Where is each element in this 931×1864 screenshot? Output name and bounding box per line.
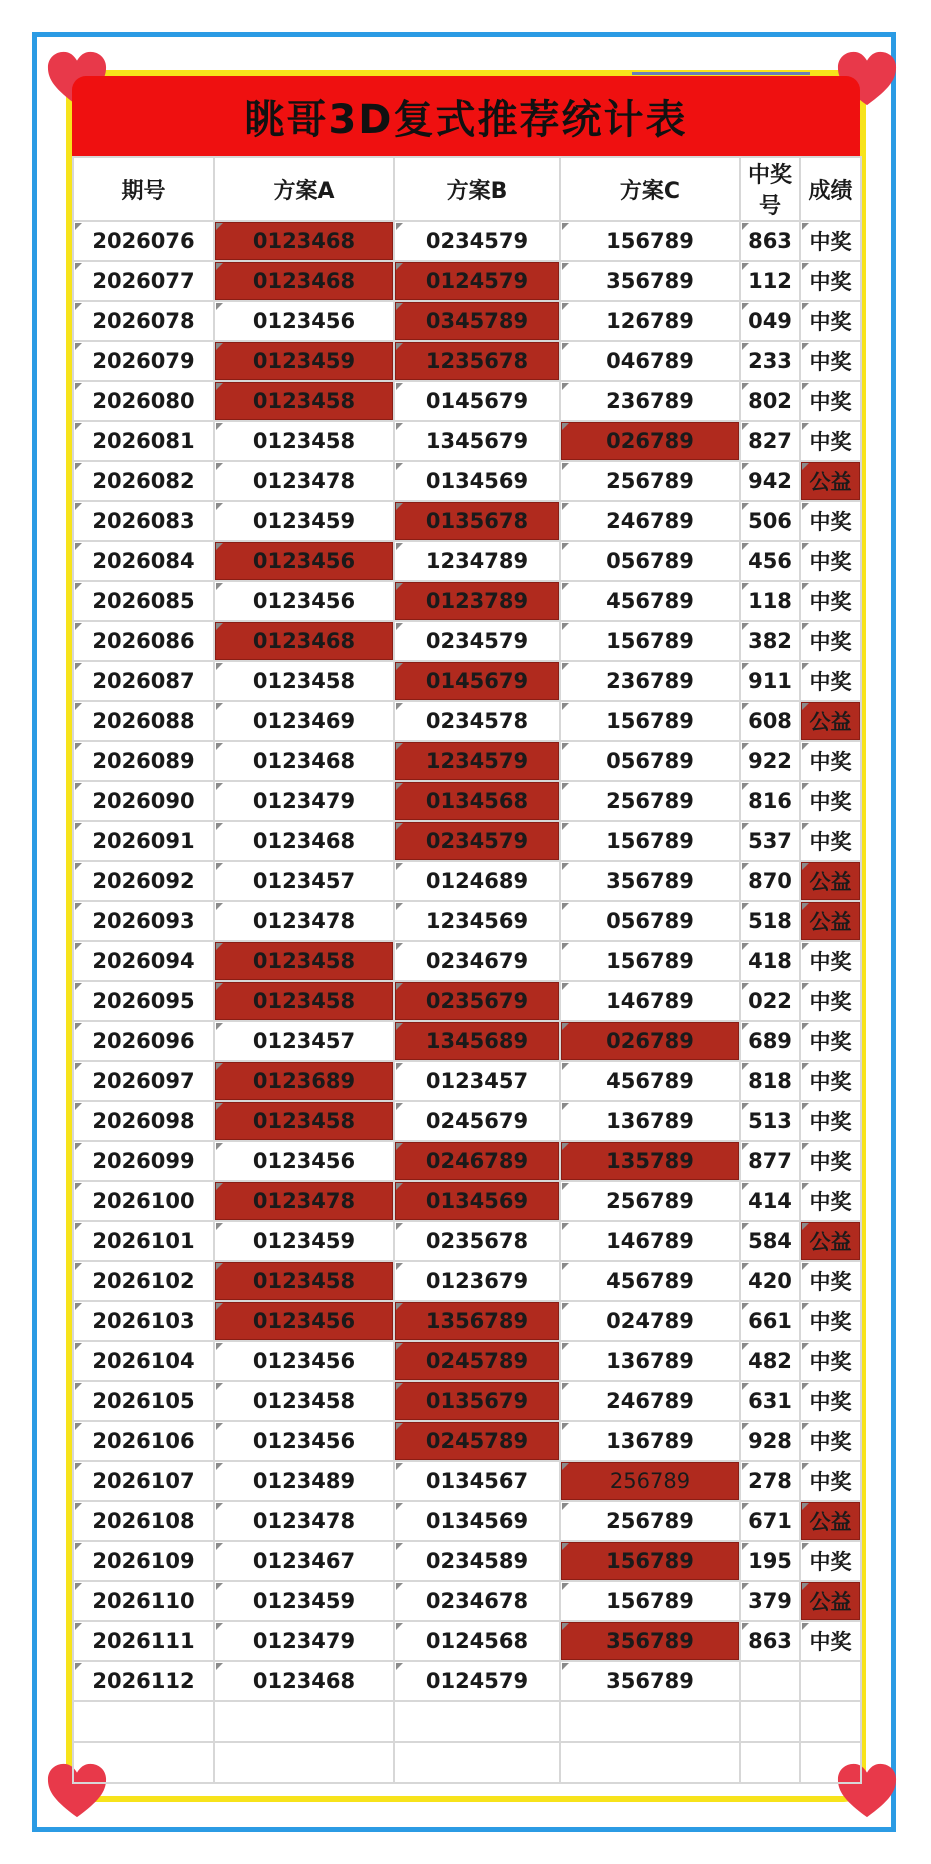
- plan-b-cell: 0234579: [394, 221, 560, 261]
- plan-a-cell: 0123689: [214, 1061, 394, 1101]
- winning-number-cell: 379: [740, 1581, 800, 1621]
- result-cell: 中奖: [800, 941, 861, 981]
- plan-a-cell: 0123478: [214, 1181, 394, 1221]
- plan-c-cell: 456789: [560, 1061, 740, 1101]
- plan-b-cell: 1356789: [394, 1301, 560, 1341]
- plan-c-cell: 056789: [560, 901, 740, 941]
- plan-a-cell: 0123459: [214, 1581, 394, 1621]
- period-cell: 2026106: [73, 1421, 214, 1461]
- table-row: [73, 621, 861, 661]
- winning-number-cell: 689: [740, 1021, 800, 1061]
- table-row: [73, 1661, 861, 1701]
- result-cell: 中奖: [800, 1101, 861, 1141]
- winning-number-cell: 827: [740, 421, 800, 461]
- table-row: [73, 781, 861, 821]
- plan-a-cell: 0123456: [214, 1341, 394, 1381]
- period-cell: 2026084: [73, 541, 214, 581]
- result-cell: 中奖: [800, 1061, 861, 1101]
- table-row: [73, 1221, 861, 1261]
- plan-c-cell: 256789: [560, 1181, 740, 1221]
- plan-a-cell: 0123458: [214, 1101, 394, 1141]
- empty-cell: [560, 1742, 740, 1783]
- plan-b-cell: 0124579: [394, 261, 560, 301]
- winning-number-cell: 022: [740, 981, 800, 1021]
- plan-b-cell: 0134569: [394, 1501, 560, 1541]
- plan-b-cell: 0124579: [394, 1661, 560, 1701]
- plan-a-cell: 0123468: [214, 221, 394, 261]
- period-cell: 2026092: [73, 861, 214, 901]
- plan-c-cell: 256789: [560, 781, 740, 821]
- result-cell: 中奖: [800, 1301, 861, 1341]
- plan-a-cell: 0123456: [214, 1301, 394, 1341]
- result-cell: 公益: [800, 1221, 861, 1261]
- winning-number-cell: 942: [740, 461, 800, 501]
- plan-b-cell: 0145679: [394, 661, 560, 701]
- winning-number-cell: 928: [740, 1421, 800, 1461]
- plan-c-cell: 356789: [560, 861, 740, 901]
- plan-b-cell: 0134567: [394, 1461, 560, 1501]
- table-row: [73, 1581, 861, 1621]
- plan-b-cell: 0124568: [394, 1621, 560, 1661]
- winning-number-cell: 513: [740, 1101, 800, 1141]
- plan-c-cell: 246789: [560, 1381, 740, 1421]
- table-row: [73, 1621, 861, 1661]
- plan-c-cell: 056789: [560, 741, 740, 781]
- result-cell: 中奖: [800, 1141, 861, 1181]
- plan-c-cell: 156789: [560, 1581, 740, 1621]
- empty-cell: [214, 1742, 394, 1783]
- result-cell: 中奖: [800, 381, 861, 421]
- plan-a-cell: 0123458: [214, 421, 394, 461]
- period-cell: 2026112: [73, 1661, 214, 1701]
- result-cell: 中奖: [800, 1261, 861, 1301]
- empty-cell: [73, 1742, 214, 1783]
- plan-a-cell: 0123456: [214, 1421, 394, 1461]
- plan-a-cell: 0123458: [214, 941, 394, 981]
- table-row: [73, 821, 861, 861]
- period-cell: 2026108: [73, 1501, 214, 1541]
- plan-b-cell: 0145679: [394, 381, 560, 421]
- table-row: [73, 1181, 861, 1221]
- period-cell: 2026109: [73, 1541, 214, 1581]
- winning-number-cell: 863: [740, 1621, 800, 1661]
- result-cell: 中奖: [800, 981, 861, 1021]
- plan-b-cell: 1234579: [394, 741, 560, 781]
- plan-c-cell: 156789: [560, 1541, 740, 1581]
- plan-c-cell: 146789: [560, 1221, 740, 1261]
- plan-b-cell: 0235678: [394, 1221, 560, 1261]
- plan-c-cell: 156789: [560, 701, 740, 741]
- winning-number-cell: 414: [740, 1181, 800, 1221]
- plan-c-cell: 136789: [560, 1101, 740, 1141]
- winning-number-cell: 870: [740, 861, 800, 901]
- header-plan-c: 方案C: [560, 157, 740, 221]
- table-row: [73, 1061, 861, 1101]
- page-title: 眺哥3D复式推荐统计表: [244, 96, 688, 143]
- period-cell: 2026094: [73, 941, 214, 981]
- plan-b-cell: 0235679: [394, 981, 560, 1021]
- period-cell: 2026080: [73, 381, 214, 421]
- plan-a-cell: 0123456: [214, 301, 394, 341]
- table-row: [73, 1141, 861, 1181]
- table-row: [73, 261, 861, 301]
- empty-cell: [800, 1742, 861, 1783]
- plan-b-cell: 0234678: [394, 1581, 560, 1621]
- winning-number-cell: 671: [740, 1501, 800, 1541]
- plan-c-cell: 126789: [560, 301, 740, 341]
- result-cell: 公益: [800, 461, 861, 501]
- plan-a-cell: 0123479: [214, 781, 394, 821]
- result-cell: 中奖: [800, 1461, 861, 1501]
- header-winning-number: 中奖号: [740, 157, 800, 221]
- plan-c-cell: 356789: [560, 261, 740, 301]
- result-cell: 中奖: [800, 581, 861, 621]
- plan-b-cell: 1345679: [394, 421, 560, 461]
- plan-c-cell: 256789: [560, 461, 740, 501]
- plan-a-cell: 0123478: [214, 901, 394, 941]
- header-plan-b: 方案B: [394, 157, 560, 221]
- result-cell: 公益: [800, 1501, 861, 1541]
- table-row: [73, 461, 861, 501]
- empty-row: [73, 1701, 861, 1742]
- empty-cell: [394, 1742, 560, 1783]
- result-cell: 中奖: [800, 821, 861, 861]
- period-cell: 2026081: [73, 421, 214, 461]
- table-row: [73, 301, 861, 341]
- table-row: [73, 861, 861, 901]
- period-cell: 2026077: [73, 261, 214, 301]
- plan-b-cell: 0134569: [394, 1181, 560, 1221]
- winning-number-cell: 816: [740, 781, 800, 821]
- period-cell: 2026111: [73, 1621, 214, 1661]
- plan-b-cell: 0234578: [394, 701, 560, 741]
- result-cell: 中奖: [800, 541, 861, 581]
- winning-number-cell: 922: [740, 741, 800, 781]
- table-row: [73, 381, 861, 421]
- winning-number-cell: 112: [740, 261, 800, 301]
- plan-a-cell: 0123458: [214, 381, 394, 421]
- plan-a-cell: 0123458: [214, 981, 394, 1021]
- result-cell: 中奖: [800, 1021, 861, 1061]
- winning-number-cell: 802: [740, 381, 800, 421]
- plan-b-cell: 0123457: [394, 1061, 560, 1101]
- winning-number-cell: 608: [740, 701, 800, 741]
- plan-a-cell: 0123468: [214, 821, 394, 861]
- period-cell: 2026089: [73, 741, 214, 781]
- plan-c-cell: 236789: [560, 661, 740, 701]
- result-cell: 中奖: [800, 621, 861, 661]
- period-cell: 2026082: [73, 461, 214, 501]
- plan-b-cell: 0134569: [394, 461, 560, 501]
- winning-number-cell: 195: [740, 1541, 800, 1581]
- plan-a-cell: 0123478: [214, 1501, 394, 1541]
- plan-c-cell: 156789: [560, 821, 740, 861]
- plan-c-cell: 256789: [560, 1461, 740, 1501]
- period-cell: 2026086: [73, 621, 214, 661]
- period-cell: 2026098: [73, 1101, 214, 1141]
- winning-number-cell: [740, 1661, 800, 1701]
- winning-number-cell: 911: [740, 661, 800, 701]
- plan-a-cell: 0123469: [214, 701, 394, 741]
- table-row: [73, 1261, 861, 1301]
- plan-b-cell: 1234569: [394, 901, 560, 941]
- winning-number-cell: 456: [740, 541, 800, 581]
- plan-b-cell: 0234579: [394, 821, 560, 861]
- winning-number-cell: 118: [740, 581, 800, 621]
- winning-number-cell: 482: [740, 1341, 800, 1381]
- plan-c-cell: 146789: [560, 981, 740, 1021]
- result-cell: 中奖: [800, 1181, 861, 1221]
- header-plan-a: 方案A: [214, 157, 394, 221]
- winning-number-cell: 584: [740, 1221, 800, 1261]
- result-cell: [800, 1661, 861, 1701]
- plan-a-cell: 0123459: [214, 341, 394, 381]
- plan-b-cell: 0124689: [394, 861, 560, 901]
- period-cell: 2026076: [73, 221, 214, 261]
- winning-number-cell: 233: [740, 341, 800, 381]
- plan-a-cell: 0123468: [214, 1661, 394, 1701]
- period-cell: 2026105: [73, 1381, 214, 1421]
- plan-b-cell: 0134568: [394, 781, 560, 821]
- table-row: [73, 1421, 861, 1461]
- empty-cell: [214, 1701, 394, 1742]
- plan-c-cell: 136789: [560, 1421, 740, 1461]
- table-row: [73, 581, 861, 621]
- winning-number-cell: 661: [740, 1301, 800, 1341]
- result-cell: 中奖: [800, 661, 861, 701]
- plan-a-cell: 0123489: [214, 1461, 394, 1501]
- period-cell: 2026093: [73, 901, 214, 941]
- plan-a-cell: 0123468: [214, 261, 394, 301]
- table-row: [73, 941, 861, 981]
- winning-number-cell: 278: [740, 1461, 800, 1501]
- empty-cell: [740, 1742, 800, 1783]
- plan-a-cell: 0123459: [214, 501, 394, 541]
- empty-cell: [73, 1701, 214, 1742]
- table-row: [73, 901, 861, 941]
- result-cell: 中奖: [800, 781, 861, 821]
- winning-number-cell: 863: [740, 221, 800, 261]
- result-cell: 中奖: [800, 1541, 861, 1581]
- plan-a-cell: 0123456: [214, 1141, 394, 1181]
- period-cell: 2026099: [73, 1141, 214, 1181]
- table-row: [73, 981, 861, 1021]
- result-cell: 中奖: [800, 301, 861, 341]
- header-period: 期号: [73, 157, 214, 221]
- result-cell: 中奖: [800, 341, 861, 381]
- winning-number-cell: 518: [740, 901, 800, 941]
- result-cell: 中奖: [800, 421, 861, 461]
- result-cell: 公益: [800, 861, 861, 901]
- plan-a-cell: 0123468: [214, 621, 394, 661]
- result-cell: 中奖: [800, 1341, 861, 1381]
- plan-b-cell: 1235678: [394, 341, 560, 381]
- plan-c-cell: 256789: [560, 1501, 740, 1541]
- table-body: [73, 221, 861, 1783]
- plan-c-cell: 156789: [560, 941, 740, 981]
- table-row: [73, 1501, 861, 1541]
- plan-a-cell: 0123457: [214, 861, 394, 901]
- result-cell: 公益: [800, 701, 861, 741]
- plan-a-cell: 0123458: [214, 1381, 394, 1421]
- plan-c-cell: 456789: [560, 1261, 740, 1301]
- table-row: [73, 341, 861, 381]
- plan-c-cell: 136789: [560, 1341, 740, 1381]
- plan-b-cell: 0234579: [394, 621, 560, 661]
- period-cell: 2026091: [73, 821, 214, 861]
- plan-a-cell: 0123458: [214, 661, 394, 701]
- plan-b-cell: 1234789: [394, 541, 560, 581]
- plan-c-cell: 026789: [560, 1021, 740, 1061]
- plan-c-cell: 056789: [560, 541, 740, 581]
- table-row: [73, 1301, 861, 1341]
- winning-number-cell: 418: [740, 941, 800, 981]
- period-cell: 2026095: [73, 981, 214, 1021]
- plan-b-cell: 1345689: [394, 1021, 560, 1061]
- plan-b-cell: 0123679: [394, 1261, 560, 1301]
- result-cell: 公益: [800, 901, 861, 941]
- plan-c-cell: 246789: [560, 501, 740, 541]
- result-cell: 中奖: [800, 1421, 861, 1461]
- table-row: [73, 1461, 861, 1501]
- plan-c-cell: 026789: [560, 421, 740, 461]
- period-cell: 2026087: [73, 661, 214, 701]
- plan-b-cell: 0234679: [394, 941, 560, 981]
- plan-a-cell: 0123457: [214, 1021, 394, 1061]
- period-cell: 2026079: [73, 341, 214, 381]
- table-row: [73, 501, 861, 541]
- plan-c-cell: 156789: [560, 621, 740, 661]
- plan-c-cell: 356789: [560, 1661, 740, 1701]
- plan-a-cell: 0123467: [214, 1541, 394, 1581]
- table-row: [73, 661, 861, 701]
- table-row: [73, 1341, 861, 1381]
- period-cell: 2026090: [73, 781, 214, 821]
- title-bar: [72, 76, 860, 156]
- winning-number-cell: 877: [740, 1141, 800, 1181]
- plan-c-cell: 135789: [560, 1141, 740, 1181]
- plan-c-cell: 156789: [560, 221, 740, 261]
- result-cell: 中奖: [800, 221, 861, 261]
- plan-a-cell: 0123479: [214, 1621, 394, 1661]
- plan-a-cell: 0123459: [214, 1221, 394, 1261]
- plan-c-cell: 356789: [560, 1621, 740, 1661]
- result-cell: 中奖: [800, 501, 861, 541]
- table-row: [73, 221, 861, 261]
- plan-c-cell: 456789: [560, 581, 740, 621]
- period-cell: 2026085: [73, 581, 214, 621]
- plan-a-cell: 0123458: [214, 1261, 394, 1301]
- period-cell: 2026102: [73, 1261, 214, 1301]
- result-cell: 公益: [800, 1581, 861, 1621]
- empty-cell: [740, 1701, 800, 1742]
- period-cell: 2026100: [73, 1181, 214, 1221]
- period-cell: 2026096: [73, 1021, 214, 1061]
- plan-b-cell: 0135679: [394, 1381, 560, 1421]
- result-cell: 中奖: [800, 1381, 861, 1421]
- period-cell: 2026078: [73, 301, 214, 341]
- plan-a-cell: 0123478: [214, 461, 394, 501]
- plan-b-cell: 0245679: [394, 1101, 560, 1141]
- plan-c-cell: 024789: [560, 1301, 740, 1341]
- plan-a-cell: 0123468: [214, 741, 394, 781]
- title-accent-line: [632, 72, 810, 75]
- winning-number-cell: 631: [740, 1381, 800, 1421]
- period-cell: 2026110: [73, 1581, 214, 1621]
- result-cell: 中奖: [800, 741, 861, 781]
- plan-b-cell: 0345789: [394, 301, 560, 341]
- plan-b-cell: 0246789: [394, 1141, 560, 1181]
- table-row: [73, 741, 861, 781]
- period-cell: 2026107: [73, 1461, 214, 1501]
- period-cell: 2026101: [73, 1221, 214, 1261]
- winning-number-cell: 420: [740, 1261, 800, 1301]
- winning-number-cell: 537: [740, 821, 800, 861]
- period-cell: 2026097: [73, 1061, 214, 1101]
- header-result: 成绩: [800, 157, 861, 221]
- plan-a-cell: 0123456: [214, 581, 394, 621]
- stats-table: [72, 156, 862, 1784]
- table-row: [73, 1021, 861, 1061]
- winning-number-cell: 818: [740, 1061, 800, 1101]
- table-row: [73, 1541, 861, 1581]
- period-cell: 2026088: [73, 701, 214, 741]
- empty-cell: [560, 1701, 740, 1742]
- header-row: [73, 157, 861, 221]
- plan-b-cell: 0245789: [394, 1341, 560, 1381]
- period-cell: 2026083: [73, 501, 214, 541]
- table-row: [73, 1101, 861, 1141]
- result-cell: 中奖: [800, 261, 861, 301]
- period-cell: 2026103: [73, 1301, 214, 1341]
- plan-a-cell: 0123456: [214, 541, 394, 581]
- winning-number-cell: 382: [740, 621, 800, 661]
- winning-number-cell: 506: [740, 501, 800, 541]
- plan-b-cell: 0245789: [394, 1421, 560, 1461]
- empty-row: [73, 1742, 861, 1783]
- plan-b-cell: 0234589: [394, 1541, 560, 1581]
- winning-number-cell: 049: [740, 301, 800, 341]
- plan-c-cell: 046789: [560, 341, 740, 381]
- table-row: [73, 1381, 861, 1421]
- empty-cell: [394, 1701, 560, 1742]
- plan-c-cell: 236789: [560, 381, 740, 421]
- plan-b-cell: 0135678: [394, 501, 560, 541]
- plan-b-cell: 0123789: [394, 581, 560, 621]
- empty-cell: [800, 1701, 861, 1742]
- table-row: [73, 541, 861, 581]
- table-row: [73, 421, 861, 461]
- result-cell: 中奖: [800, 1621, 861, 1661]
- table-row: [73, 701, 861, 741]
- period-cell: 2026104: [73, 1341, 214, 1381]
